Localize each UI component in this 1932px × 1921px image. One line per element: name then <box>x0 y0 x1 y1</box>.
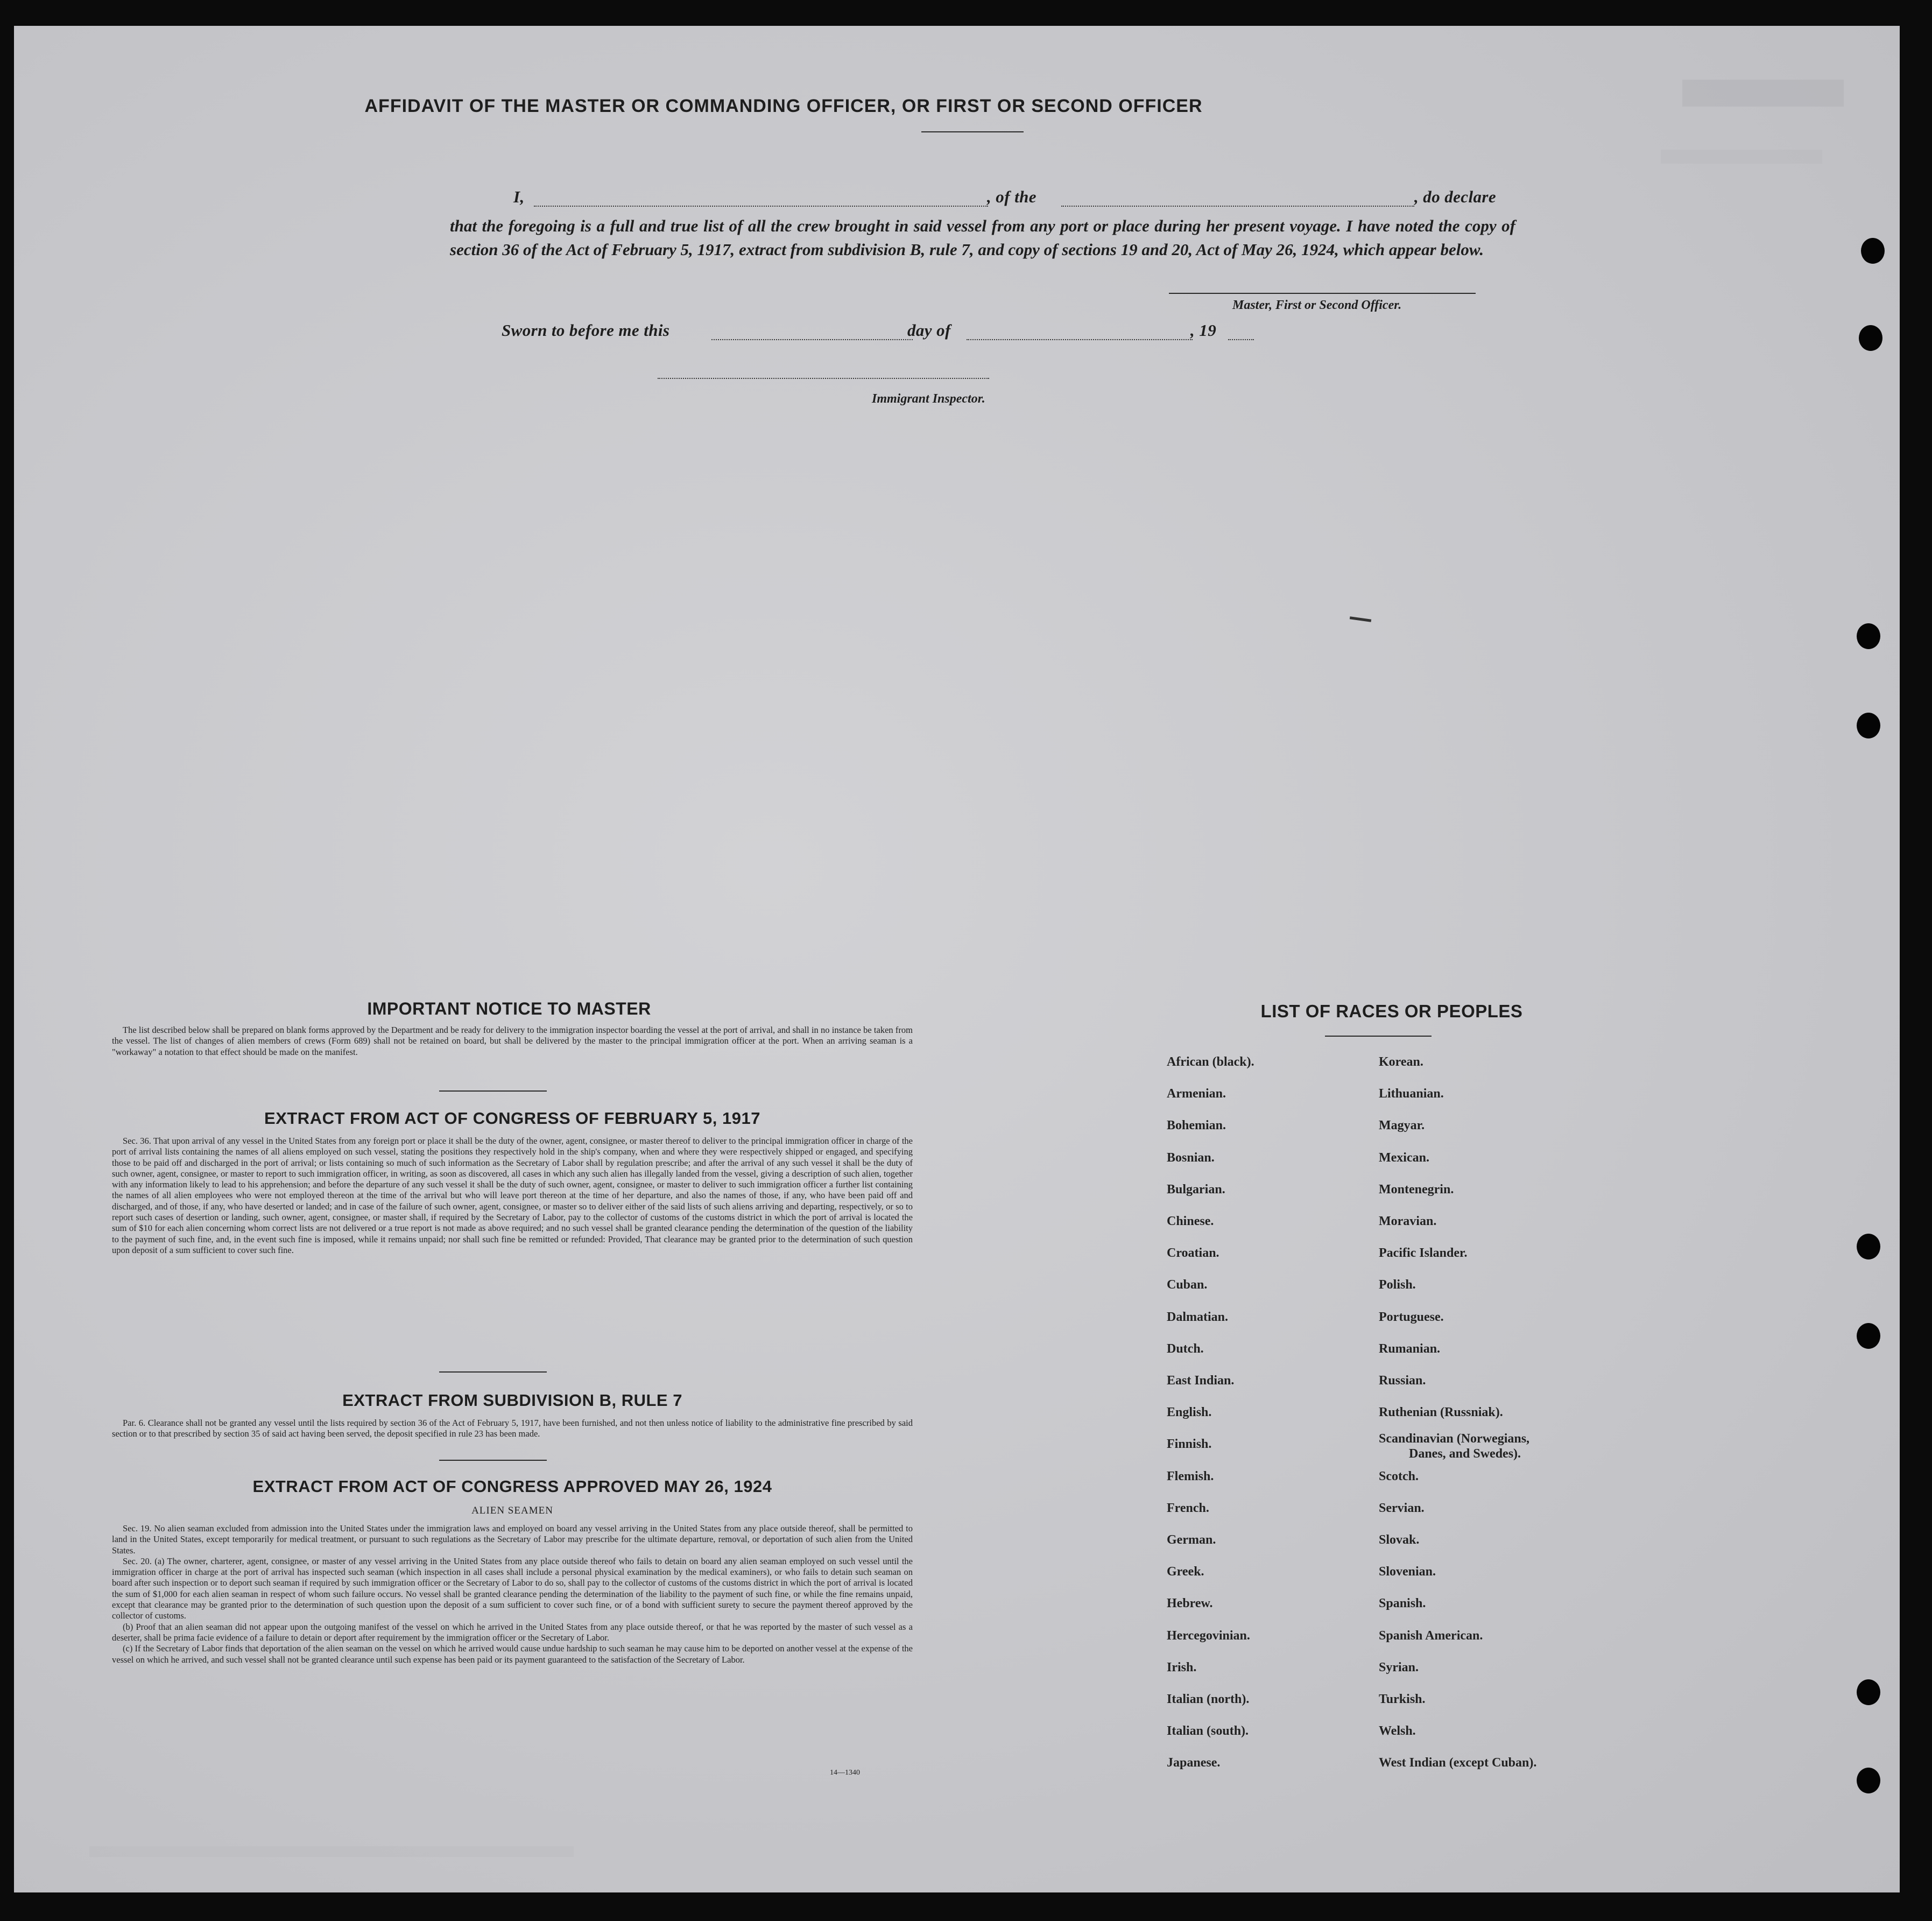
affidavit-title: AFFIDAVIT OF THE MASTER OR COMMANDING OFFICER, OR FIRST OR SECOND OFFICER <box>364 96 1203 116</box>
race-item: Dalmatian. <box>1167 1310 1228 1324</box>
affidavit-declare-label: , do declare <box>1414 187 1497 206</box>
sec-19-paragraph: Sec. 19. No alien seaman excluded from admission into the United States under the immigration laws and employed on board any vessel arriving in the United States from any place outside thereof, shall be permitted to land in the United States, except temporarily for medical treatment, or pursuant to such regulations as the Secretary of Labor may prescribe for the ultimate departure, removal, or deportation of such alien from the United States. <box>112 1523 913 1556</box>
race-item: Hebrew. <box>1167 1596 1213 1610</box>
master-signature-label: Master, First or Second Officer. <box>1232 298 1402 312</box>
race-item: Syrian. <box>1379 1660 1419 1674</box>
stray-mark <box>1350 616 1371 622</box>
race-item: French. <box>1167 1501 1209 1515</box>
sworn-day-blank <box>711 339 913 340</box>
sec-20a-paragraph: Sec. 20. (a) The owner, charterer, agent, consignee, or master of any vessel arriving in the United States from any place outside thereof who fails to detain on board any alien seaman employed on such vessel until the immigration officer in charge at the port of arrival has inspected such seaman (which inspection in all cases shall include a personal physical examination by the medical examiners), or who fails to detain such seaman on board after such inspection or to deport such seaman if required by such immigration officer or the Secretary of Labor to do so, shall pay to the collector of customs of the customs district in which the port of arrival is located the sum of $1,000 for each alien seaman in respect of whom such failure occurs. No vessel shall be granted clearance pending the determination of the liability to the payment of such fine, or while the fine remains unpaid, except that clearance may be granted prior to the determination of such question upon the deposit of a sum sufficient to cover such fine, or of a bond with sufficient surety to secure the payment thereof approved by the collector of customs. <box>112 1556 913 1621</box>
par-6-paragraph: Par. 6. Clearance shall not be granted any vessel until the lists required by section 36 of the Act of February 5, 1917, have been furnished, and not then unless notice of liability to the administrative fine prescribed by said section or to that prescribed by section 35 of said act having been served, the deposit specified in rule 23 has been made. <box>112 1418 913 1439</box>
race-item: Cuban. <box>1167 1278 1208 1292</box>
punch-hole <box>1857 1679 1880 1705</box>
race-item: Pacific Islander. <box>1379 1246 1468 1260</box>
race-item: Spanish. <box>1379 1596 1426 1610</box>
notice-title: IMPORTANT NOTICE TO MASTER <box>367 999 651 1018</box>
race-item: Magyar. <box>1379 1118 1425 1132</box>
sworn-day-of-label: day of <box>907 321 951 340</box>
race-item: Italian (north). <box>1167 1692 1250 1706</box>
sworn-prefix: Sworn to before me this <box>502 321 670 340</box>
race-item: Chinese. <box>1167 1214 1214 1228</box>
punch-hole <box>1861 238 1885 264</box>
race-item: Korean. <box>1379 1055 1423 1069</box>
alien-seamen-subtitle: ALIEN SEAMEN <box>471 1505 553 1516</box>
race-item: Bohemian. <box>1167 1118 1226 1132</box>
inspector-signature-line <box>658 378 989 379</box>
extract-1917-text <box>112 1136 913 1256</box>
punch-hole <box>1857 1234 1880 1259</box>
race-item: Lithuanian. <box>1379 1087 1444 1101</box>
affidavit-paragraph: that the foregoing is a full and true list of all the crew brought in said vessel from any port or place during her present voyage. I have noted the copy of section 36 of the Act of February 5, 1917, extract from subdivision B, rule 7, and copy of sections 19 and 20, Act of May 26, 1924, which appear below. <box>450 216 1515 259</box>
affidavit-i-label: I, <box>513 187 525 206</box>
race-item: Bosnian. <box>1167 1151 1215 1165</box>
race-item: Japanese. <box>1167 1756 1221 1770</box>
notice-divider <box>439 1090 547 1092</box>
punch-hole <box>1857 713 1880 738</box>
race-item: Irish. <box>1167 1660 1197 1674</box>
name-blank <box>534 206 988 207</box>
race-item: Dutch. <box>1167 1342 1204 1356</box>
notice-paragraph: The list described below shall be prepared on blank forms approved by the Department and be ready for delivery to the immigration inspector boarding the vessel at the port of arrival, and shall in no instance be taken from the vessel. The list of changes of alien members of crews (Form 689) shall not be retained on board, but shall be delivered by the master to the principal immigration officer at the port. When an arriving seaman is a "workaway" a notation to that effect should be made on the manifest. <box>112 1025 913 1057</box>
race-item: Polish. <box>1379 1278 1416 1292</box>
race-item: Hercegovinian. <box>1167 1629 1250 1643</box>
punch-hole <box>1857 623 1880 649</box>
inspector-label: Immigrant Inspector. <box>872 392 985 406</box>
race-item: Turkish. <box>1379 1692 1426 1706</box>
document-page <box>14 26 1900 1892</box>
race-item: Finnish. <box>1167 1437 1212 1451</box>
extract-rule7-text <box>112 1418 913 1440</box>
punch-hole <box>1857 1323 1880 1349</box>
race-item: Portuguese. <box>1379 1310 1444 1324</box>
race-item: Russian. <box>1379 1374 1426 1388</box>
race-item: Moravian. <box>1379 1214 1437 1228</box>
affidavit-of-the-label: , of the <box>987 187 1036 206</box>
sworn-year-label: , 19 <box>1190 321 1217 340</box>
sec-36-paragraph: Sec. 36. That upon arrival of any vessel in the United States from any foreign port or place it shall be the duty of the owner, agent, consignee, or master thereof to deliver to the principal immigration officer in charge of the port of arrival lists containing the names of all aliens employed on such vessel, stating the positions they respectively hold in the ship's company, when and where they were respectively shipped or engaged, and specifying those to be paid off and discharged in the port of arrival; or lists containing so much of such information as the Secretary of Labor shall by regulation prescribe; and after the arrival of any such vessel it shall be the duty of such owner, agent, consignee, or master to report to such immigration officer, in writing, as soon as discovered, all cases in which any such alien has illegally landed from the vessel, giving a description of such alien, together with any information likely to lead to his apprehension; and before the departure of any such vessel it shall be the duty of such owner, agent, consignee, or master to deliver to such immigration officer a further list containing the names of all alien employees who were not employed thereon at the time of the arrival but who will leave port thereon at the time of her departure, and also the names of those, if any, who have been paid off and discharged, and of those, if any, who have deserted or landed; and in case of the failure of such owner, agent, consignee, or master so to deliver either of the said lists of such aliens arriving and departing, respectively, or so to report such cases of desertion or landing, such owner, agent, consignee, or master shall, if required by the Secretary of Labor, pay to the collector of customs of the customs district in which the port of arrival is located the sum of $10 for each alien concerning whom correct lists are not delivered or a true report is not made as above required; and no such vessel shall be granted clearance pending the determination of the question of the liability to the payment of such fine, and, in the event such fine is imposed, while it remains unpaid; nor shall such fine be remitted or refunded: Provided, That clearance may be granted prior to the determination of such question upon deposit of a sum sufficient to cover such fine. <box>112 1136 913 1255</box>
race-item: Flemish. <box>1167 1469 1214 1483</box>
race-item: Spanish American. <box>1379 1629 1483 1643</box>
race-item: Rumanian. <box>1379 1342 1441 1356</box>
race-item: Servian. <box>1379 1501 1425 1515</box>
race-item: Montenegrin. <box>1379 1183 1454 1197</box>
extract-rule7-divider <box>439 1460 547 1461</box>
race-item: East Indian. <box>1167 1374 1235 1388</box>
race-item: Welsh. <box>1379 1724 1416 1738</box>
race-item: Scandinavian (Norwegians, <box>1379 1432 1530 1446</box>
race-item-continuation: Danes, and Swedes). <box>1409 1447 1521 1461</box>
race-item: German. <box>1167 1533 1216 1547</box>
race-item: Mexican. <box>1379 1151 1429 1165</box>
race-item: Slovenian. <box>1379 1565 1436 1579</box>
extract-1924-text <box>112 1523 913 1665</box>
sec-20c-paragraph: (c) If the Secretary of Labor finds that deportation of the alien seaman on the vessel on which he arrived would cause undue hardship to such seaman he may cause him to be deported on another vessel at the expense of the vessel on which he arrived, and such vessel shall not be granted clearance until such expense has been paid or its payment guaranteed to the satisfaction of the Secretary of Labor. <box>112 1643 913 1665</box>
master-signature-line <box>1169 293 1476 294</box>
punch-hole <box>1857 1768 1880 1793</box>
races-title: LIST OF RACES OR PEOPLES <box>1260 1001 1523 1021</box>
race-item: Italian (south). <box>1167 1724 1249 1738</box>
races-title-underline <box>1325 1036 1432 1037</box>
race-item: African (black). <box>1167 1055 1254 1069</box>
punch-hole <box>1859 325 1882 351</box>
sec-20b-paragraph: (b) Proof that an alien seaman did not appear upon the outgoing manifest of the vessel on which he arrived in the United States from any place outside thereof, or that he was reported by the master of such vessel as a deserter, shall be prima facie evidence of a failure to detain or deport after requirement by the immigration officer or the Secretary of Labor. <box>112 1621 913 1643</box>
race-item: Ruthenian (Russniak). <box>1379 1405 1503 1419</box>
extract-rule7-title: EXTRACT FROM SUBDIVISION B, RULE 7 <box>342 1391 682 1410</box>
extract-1917-title: EXTRACT FROM ACT OF CONGRESS OF FEBRUARY 5, 1917 <box>264 1109 760 1128</box>
race-item: Croatian. <box>1167 1246 1219 1260</box>
sworn-year-blank <box>1228 339 1254 340</box>
race-item: Armenian. <box>1167 1087 1226 1101</box>
race-item: Greek. <box>1167 1565 1204 1579</box>
race-item: Scotch. <box>1379 1469 1419 1483</box>
race-item: Slovak. <box>1379 1533 1420 1547</box>
extract-1924-title: EXTRACT FROM ACT OF CONGRESS APPROVED MAY 26, 1924 <box>252 1477 772 1496</box>
bleed-through-mark <box>89 1846 574 1857</box>
sworn-month-blank <box>967 339 1193 340</box>
form-number: 14—1340 <box>830 1769 860 1777</box>
vessel-blank <box>1061 206 1414 207</box>
extract-1917-divider <box>439 1371 547 1373</box>
bleed-through-mark <box>1682 80 1844 107</box>
race-item: Bulgarian. <box>1167 1183 1225 1197</box>
race-item: West Indian (except Cuban). <box>1379 1756 1537 1770</box>
notice-text <box>112 1025 913 1058</box>
bleed-through-mark <box>1661 150 1822 164</box>
title-underline <box>921 131 1024 132</box>
race-item: English. <box>1167 1405 1212 1419</box>
